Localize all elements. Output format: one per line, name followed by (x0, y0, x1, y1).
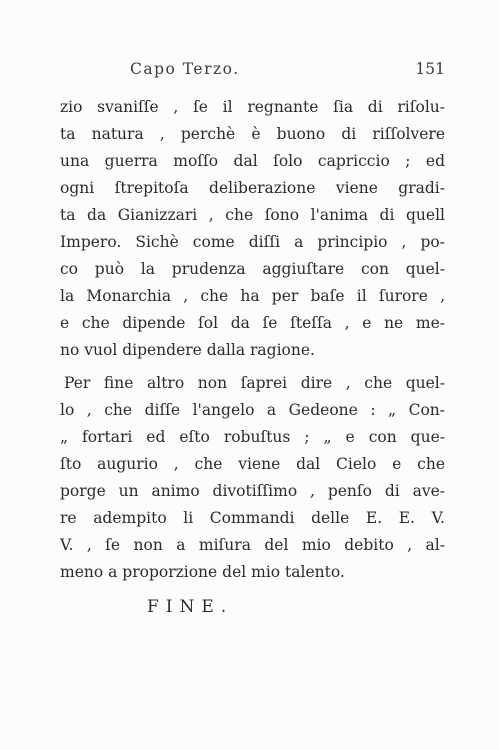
text-line: „ fortari ed eſto robuſtus ; „ e con que- (60, 428, 445, 446)
text-line: porge un animo divotiſſimo , penſo di ave- (60, 482, 445, 500)
text-line: no vuol dipendere dalla ragione. (60, 341, 315, 359)
closing-word: FINE. (147, 597, 234, 617)
running-head: Capo Terzo. (130, 60, 240, 78)
text-line: la Monarchia , che ha per baſe il ſurore , (60, 287, 445, 305)
text-line: zio svaniſſe , ſe il regnante ſia di riſolu- (60, 98, 445, 116)
text-line: una guerra moſſo dal ſolo capriccio ; ed (60, 152, 445, 170)
text-line: ta da Gianizzari , che ſono l'anima di quell (60, 206, 445, 224)
text-line: ſto augurio , che viene dal Cielo e che (60, 455, 445, 473)
text-line: re adempito li Commandi delle E. E. V. (60, 509, 445, 527)
text-line: lo , che diſſe l'angelo a Gedeone : „ Con- (60, 401, 445, 419)
page-number: 151 (415, 60, 445, 78)
body-text (60, 94, 445, 586)
page-header (130, 60, 445, 86)
text-line: ogni ſtrepitoſa deliberazione viene gradi- (60, 179, 445, 197)
text-line: meno a proporzione del mio talento. (60, 563, 345, 581)
text-line: e che dipende ſol da ſe ſteſſa , e ne me- (60, 314, 445, 332)
text-line: ta natura , perchè è buono di riſſolvere (60, 125, 445, 143)
text-line: Per fine altro non ſaprei dire , che quel- (64, 374, 445, 392)
text-line: co può la prudenza aggiuſtare con quel- (60, 260, 445, 278)
text-line: Impero. Sichè come diſſi a principio , po- (60, 233, 445, 251)
text-line: V. , ſe non a miſura del mio debito , al- (60, 536, 445, 554)
